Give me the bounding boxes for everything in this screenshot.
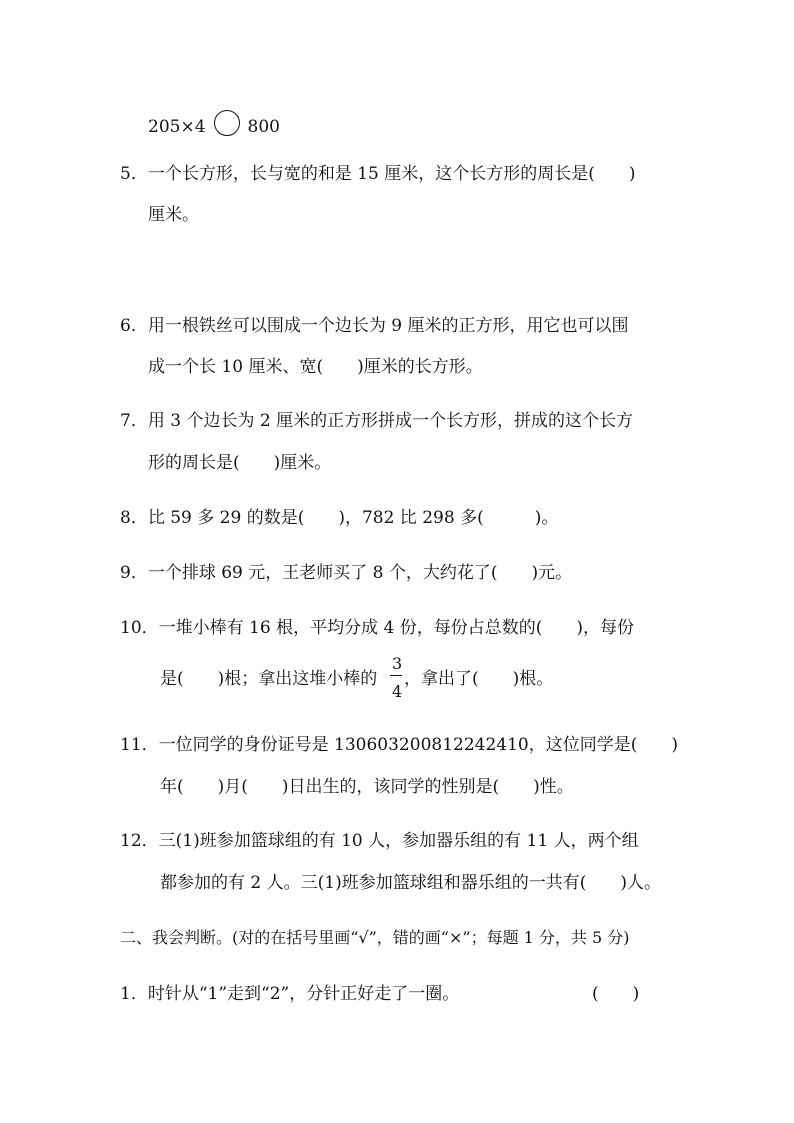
- q5-line1: 5．一个长方形，长与宽的和是 15 厘米，这个长方形的周长是( ): [120, 164, 636, 184]
- q10-fraction-bar: [390, 675, 402, 676]
- q6-line1: 6．用一根铁丝可以围成一个边长为 9 厘米的正方形，用它也可以围: [120, 316, 629, 336]
- q7-line2: 形的周长是( )厘米。: [148, 453, 332, 473]
- q12-line1: 12．三(1)班参加篮球组的有 10 人，参加器乐组的有 11 人，两个组: [120, 831, 639, 851]
- judge1-text: 1．时针从“1”走到“2”，分针正好走了一圈。: [120, 984, 460, 1004]
- q10-fraction-numerator: 3: [392, 654, 403, 673]
- compare-left: 205×4: [148, 117, 206, 137]
- section2-heading: 二、我会判断。(对的在括号里画“√”，错的画“×”；每题 1 分，共 5 分): [120, 928, 630, 947]
- q12-line2: 都参加的有 2 人。三(1)班参加篮球组和器乐组的一共有( )人。: [160, 873, 661, 893]
- compare-right: 800: [247, 117, 280, 137]
- compare-circle: [214, 110, 240, 136]
- q10-line2b: ，拿出了( )根。: [404, 669, 554, 689]
- compare-line: [148, 110, 280, 138]
- q10-fraction-denominator: 4: [392, 682, 403, 701]
- q7-line1: 7．用 3 个边长为 2 厘米的正方形拼成一个长方形，拼成的这个长方: [120, 411, 634, 431]
- q6-line2: 成一个长 10 厘米、宽( )厘米的长方形。: [148, 357, 483, 377]
- q11-line1: 11．一位同学的身份证号是 130603200812242410，这位同学是( ): [120, 735, 678, 755]
- q5-line2: 厘米。: [148, 205, 199, 225]
- q8-line: 8．比 59 多 29 的数是( )，782 比 298 多( )。: [120, 508, 559, 528]
- q10-line2a: 是( )根；拿出这堆小棒的: [160, 669, 378, 689]
- q10-line1: 10．一堆小棒有 16 根，平均分成 4 份，每份占总数的( )，每份: [120, 618, 634, 638]
- q9-line: 9．一个排球 69 元，王老师买了 8 个，大约花了( )元。: [120, 563, 573, 583]
- q11-line2: 年( )月( )日出生的，该同学的性别是( )性。: [160, 777, 574, 797]
- judge1-answer-paren: ( ): [592, 984, 640, 1004]
